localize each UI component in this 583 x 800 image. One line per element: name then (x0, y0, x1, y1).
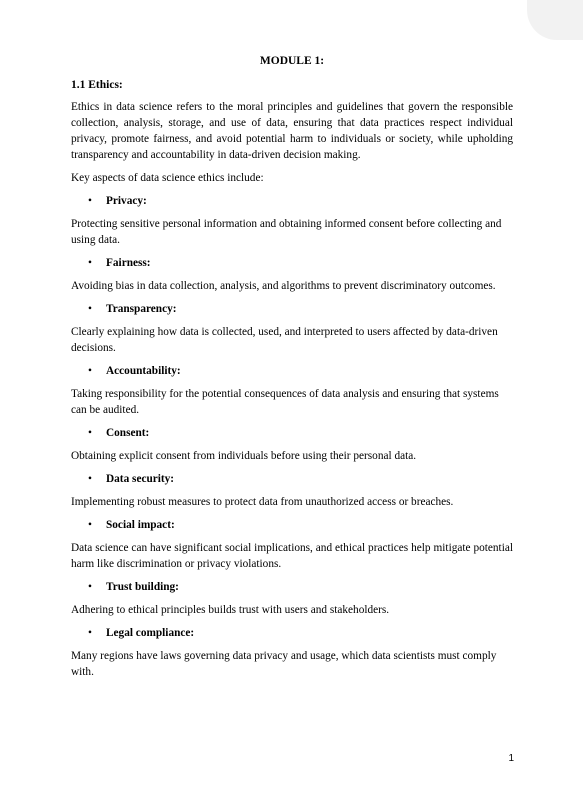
aspect-description-fairness: Avoiding bias in data collection, analysis, and algorithms to prevent discriminatory outcomes. (71, 280, 496, 292)
document-body (71, 53, 513, 687)
aspect-title-privacy (71, 193, 513, 209)
aspect-title: Trust building: (106, 581, 179, 593)
aspect-title: Privacy: (106, 195, 147, 207)
aspect-title-fairness (71, 255, 513, 271)
aspect-title-social-impact (71, 517, 513, 533)
aspect-title: Data security: (106, 473, 175, 485)
aspect-title: Transparency: (106, 303, 177, 315)
aspect-title: Consent: (106, 427, 150, 439)
aspect-description-accountability: Taking responsibility for the potential consequences of data analysis and ensuring that systems can be audited. (71, 388, 499, 416)
section-heading: 1.1 Ethics: (71, 79, 123, 91)
bullet-icon: • (88, 303, 92, 315)
aspect-title-transparency (71, 301, 513, 317)
bullet-icon: • (88, 427, 92, 439)
aspect-description-privacy: Protecting sensitive personal information and obtaining informed consent before collecting and using data. (71, 218, 502, 246)
footer-page-number: 1 (508, 753, 514, 764)
aspect-description-consent: Obtaining explicit consent from individuals before using their personal data. (71, 450, 417, 462)
page-badge (527, 0, 583, 40)
bullet-icon: • (88, 365, 92, 377)
aspect-title-data-security (71, 471, 513, 487)
aspect-description-trust-building: Adhering to ethical principles builds trust with users and stakeholders. (71, 604, 390, 616)
aspect-description-transparency: Clearly explaining how data is collected, used, and interpreted to users affected by data-driven decisions. (71, 326, 498, 354)
bullet-icon: • (88, 581, 92, 593)
bullet-icon: • (88, 473, 92, 485)
aspect-description-social-impact: Data science can have significant social implications, and ethical practices help mitigate potential harm like discrimination or privacy violations. (71, 542, 513, 570)
bullet-icon: • (88, 257, 92, 269)
intro-paragraph: Ethics in data science refers to the moral principles and guidelines that govern the responsible collection, analysis, storage, and use of data, ensuring that data practices respect individual privacy, promote fairness, and avoid potential harm to individuals or society, while upholding transparency and accountability in data-driven decision making. (71, 101, 513, 161)
aspect-title: Fairness: (106, 257, 151, 269)
bullet-icon: • (88, 195, 92, 207)
aspect-title-trust-building (71, 579, 513, 595)
aspect-description-data-security: Implementing robust measures to protect data from unauthorized access or breaches. (71, 496, 454, 508)
aspect-description-legal-compliance: Many regions have laws governing data privacy and usage, which data scientists must comply with. (71, 650, 497, 678)
aspects-intro: Key aspects of data science ethics include: (71, 172, 264, 184)
bullet-icon: • (88, 519, 92, 531)
aspect-title-consent (71, 425, 513, 441)
bullet-icon: • (88, 627, 92, 639)
aspect-title: Accountability: (106, 365, 181, 377)
aspect-title-legal-compliance (71, 625, 513, 641)
aspect-title-accountability (71, 363, 513, 379)
aspect-title: Legal compliance: (106, 627, 195, 639)
module-title: MODULE 1: (259, 55, 325, 67)
aspect-title: Social impact: (106, 519, 175, 531)
